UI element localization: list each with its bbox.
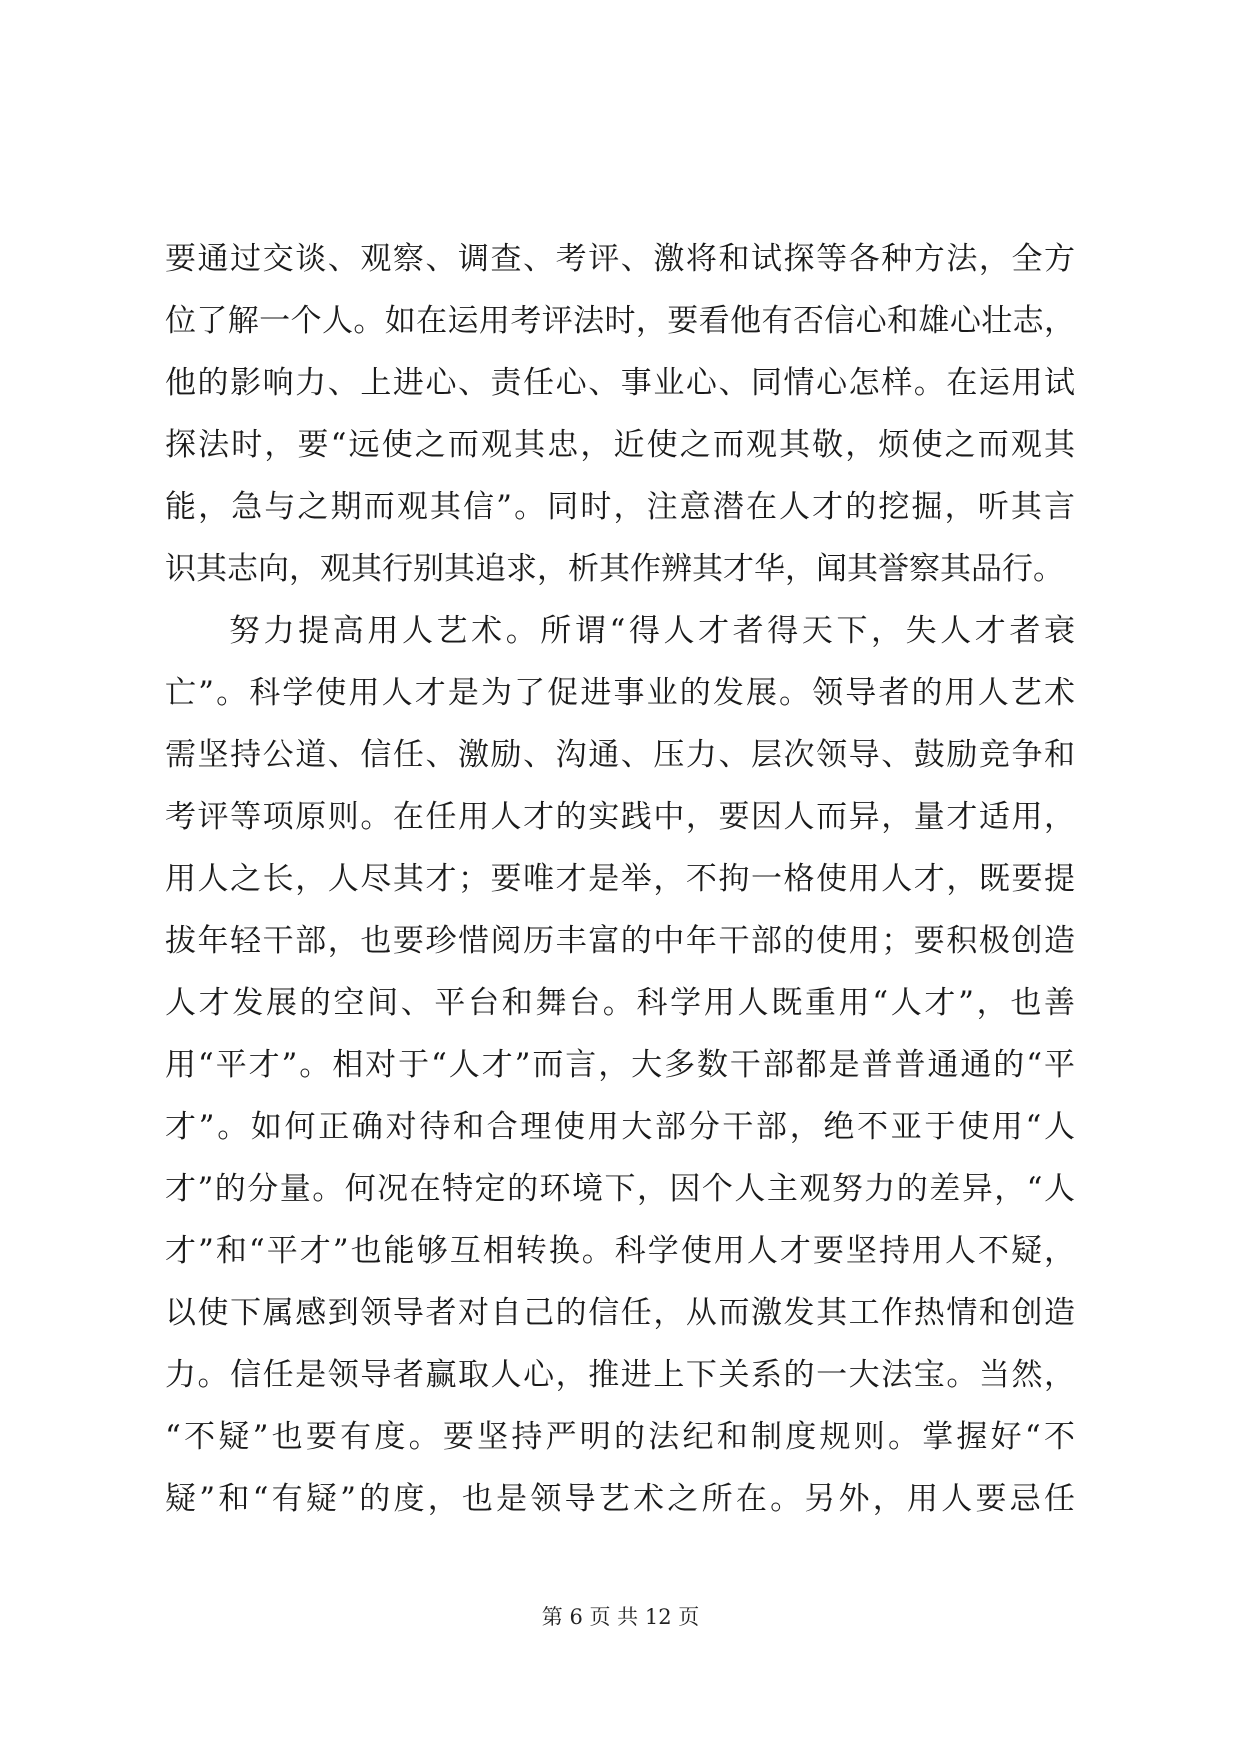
- text-line: 需坚持公道、信任、激励、沟通、压力、层次领导、鼓励竞争和: [165, 737, 1075, 773]
- text-line: 要通过交谈、观察、调查、考评、激将和试探等各种方法，全方: [165, 241, 1075, 277]
- text-line: 用人之长，人尽其才；要唯才是举，不拘一格使用人才，既要提: [165, 861, 1075, 897]
- text-line: 能，急与之期而观其信”。同时，注意潜在人才的挖掘，听其言: [165, 489, 1075, 525]
- text-line: 人才发展的空间、平台和舞台。科学用人既重用“人才”，也善: [165, 985, 1075, 1021]
- page-number: 第 6 页 共 12 页: [541, 1605, 700, 1629]
- text-line: 用“平才”。相对于“人才”而言，大多数干部都是普普通通的“平: [165, 1047, 1075, 1083]
- text-line: 疑”和“有疑”的度，也是领导艺术之所在。另外，用人要忌任: [165, 1481, 1075, 1517]
- paragraph-start-line: 努力提高用人艺术。所谓“得人才者得天下，失人才者衰: [229, 613, 1075, 649]
- text-line: 才”和“平才”也能够互相转换。科学使用人才要坚持用人不疑，: [165, 1233, 1075, 1269]
- text-line: 识其志向，观其行别其追求，析其作辨其才华，闻其誉察其品行。: [165, 551, 1064, 587]
- text-line: 拔年轻干部，也要珍惜阅历丰富的中年干部的使用；要积极创造: [165, 923, 1075, 959]
- text-line: 力。信任是领导者赢取人心，推进上下关系的一大法宝。当然，: [165, 1357, 1075, 1393]
- text-line: 探法时，要“远使之而观其忠，近使之而观其敬，烦使之而观其: [165, 427, 1075, 463]
- text-line: 亡”。科学使用人才是为了促进事业的发展。领导者的用人艺术: [165, 675, 1075, 711]
- text-line: 以使下属感到领导者对自己的信任，从而激发其工作热情和创造: [165, 1295, 1075, 1331]
- text-line: 他的影响力、上进心、责任心、事业心、同情心怎样。在运用试: [165, 365, 1075, 401]
- text-line: 才”的分量。何况在特定的环境下，因个人主观努力的差异，“人: [165, 1171, 1075, 1207]
- page-footer: [0, 1602, 1241, 1632]
- text-line: 位了解一个人。如在运用考评法时，要看他有否信心和雄心壮志，: [165, 303, 1075, 339]
- text-line: 考评等项原则。在任用人才的实践中，要因人而异，量才适用，: [165, 799, 1075, 835]
- text-line: “不疑”也要有度。要坚持严明的法纪和制度规则。掌握好“不: [165, 1419, 1075, 1455]
- body-text: [165, 228, 1075, 1530]
- text-line: 才”。如何正确对待和合理使用大部分干部，绝不亚于使用“人: [165, 1109, 1075, 1145]
